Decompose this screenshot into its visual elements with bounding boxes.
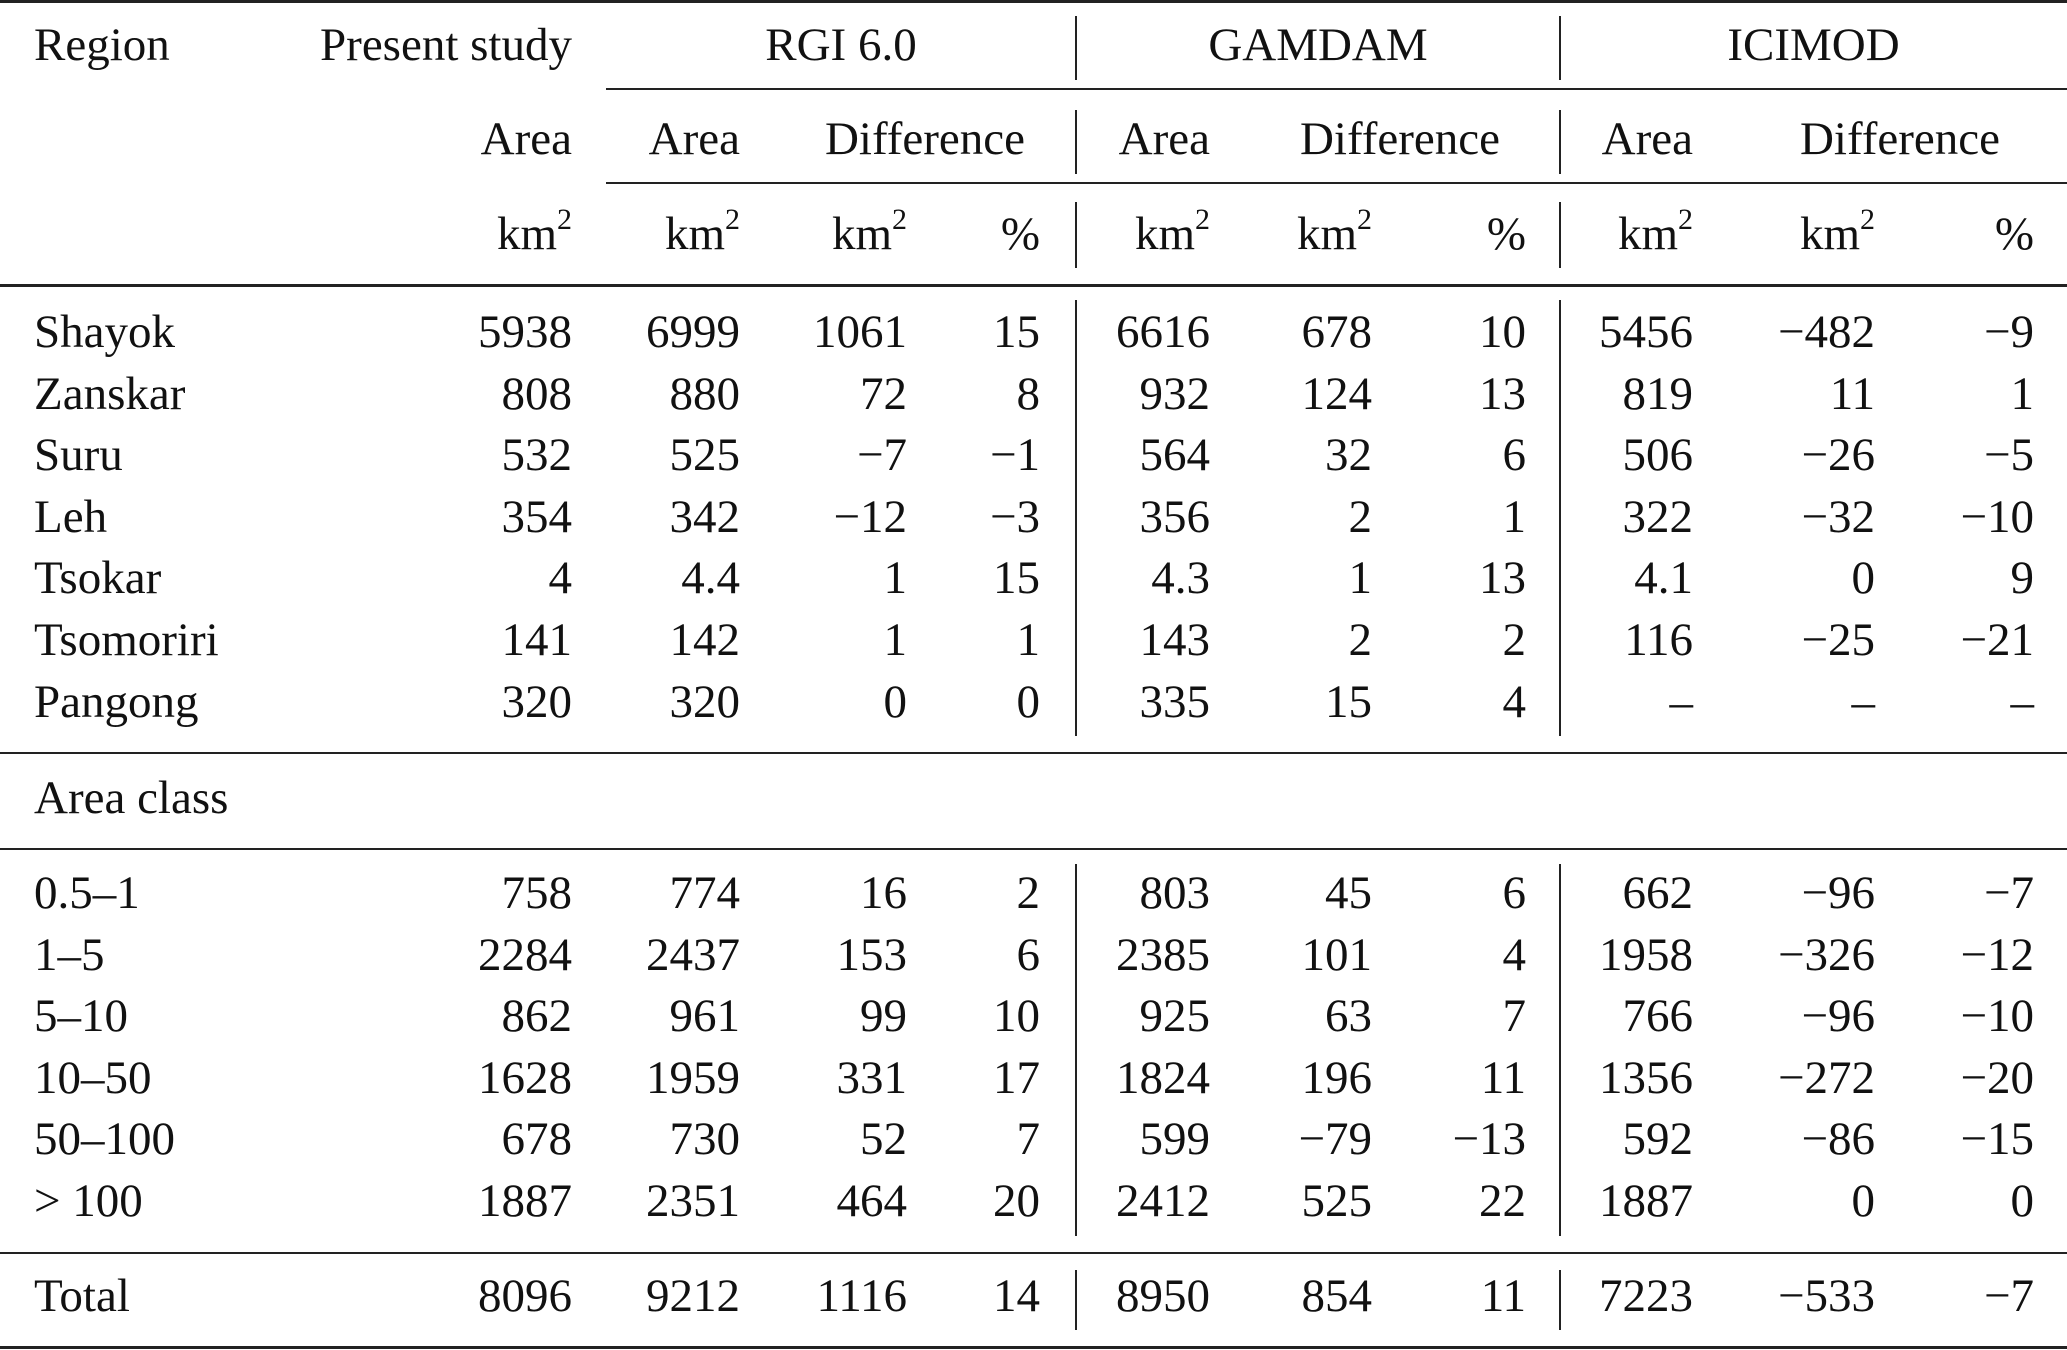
header-present-area: Area (480, 113, 572, 165)
cell-icimod-diff-percent: −9 (1983, 306, 2034, 358)
cell-icimod-area: 766 (1622, 990, 1693, 1042)
cell-icimod-diff-percent: −15 (1960, 1113, 2034, 1165)
cell-gamdam-area: 599 (1139, 1113, 1210, 1165)
cell-icimod-area: 322 (1622, 491, 1693, 543)
cell-gamdam-diff-percent: 1 (1502, 491, 1526, 543)
cell-icimod-area: 116 (1624, 614, 1693, 666)
cell-icimod-diff-percent: −7 (1983, 1270, 2034, 1322)
separator-icimod-mid (1559, 110, 1561, 174)
cell-icimod-diff-percent: 1 (2010, 368, 2034, 420)
cell-icimod-area: 592 (1622, 1113, 1693, 1165)
row-label: 10–50 (34, 1052, 152, 1104)
cell-rgi-area: 4.4 (681, 552, 740, 604)
separator-gamdam-mid (1075, 110, 1077, 174)
cell-present-area: 2284 (478, 929, 572, 981)
cell-gamdam-area: 932 (1139, 368, 1210, 420)
cell-icimod-diff-km2: −26 (1801, 429, 1875, 481)
cell-rgi-diff-percent: −1 (989, 429, 1040, 481)
row-label: Leh (34, 491, 108, 543)
cell-gamdam-diff-km2: 15 (1325, 676, 1372, 728)
difference-underline-rgi (606, 182, 1076, 184)
cell-rgi-area: 2351 (646, 1175, 740, 1227)
cell-icimod-area: 5456 (1599, 306, 1693, 358)
header-region: Region (34, 19, 170, 71)
cell-icimod-diff-km2: 11 (1829, 368, 1875, 420)
cell-present-area: 141 (501, 614, 572, 666)
cell-present-area: 354 (501, 491, 572, 543)
group-underline-rule (606, 88, 2067, 90)
cell-icimod-diff-km2: 0 (1851, 552, 1875, 604)
cell-present-area: 4 (548, 552, 572, 604)
cell-rgi-diff-percent: 8 (1016, 368, 1040, 420)
cell-rgi-diff-km2: 153 (836, 929, 907, 981)
cell-gamdam-diff-percent: 13 (1479, 552, 1526, 604)
cell-gamdam-diff-km2: 63 (1325, 990, 1372, 1042)
cell-rgi-diff-percent: 20 (993, 1175, 1040, 1227)
cell-gamdam-diff-km2: 678 (1301, 306, 1372, 358)
header-icimod-area: Area (1601, 113, 1693, 165)
cell-gamdam-area: 356 (1139, 491, 1210, 543)
cell-gamdam-diff-km2: 45 (1325, 867, 1372, 919)
cell-gamdam-diff-km2: 2 (1348, 491, 1372, 543)
cell-icimod-diff-km2: – (1851, 676, 1875, 728)
cell-rgi-diff-km2: −7 (856, 429, 907, 481)
top-rule (0, 0, 2067, 3)
cell-icimod-diff-km2: 0 (1851, 1175, 1875, 1227)
row-label: Suru (34, 429, 123, 481)
cell-icimod-diff-km2: −32 (1801, 491, 1875, 543)
difference-underline-gamdam (1076, 182, 1560, 184)
cell-rgi-diff-percent: 0 (1016, 676, 1040, 728)
cell-present-area: 808 (501, 368, 572, 420)
cell-icimod-area: 1958 (1599, 929, 1693, 981)
cell-rgi-area: 880 (669, 368, 740, 420)
cell-rgi-area: 525 (669, 429, 740, 481)
cell-present-area: 8096 (478, 1270, 572, 1322)
cell-gamdam-diff-percent: 4 (1502, 929, 1526, 981)
row-label: Total (34, 1270, 130, 1322)
cell-icimod-area: – (1669, 676, 1693, 728)
cell-rgi-area: 142 (669, 614, 740, 666)
unit-icimod-diff-percent: % (1994, 208, 2034, 260)
cell-rgi-area: 774 (669, 867, 740, 919)
total-top-rule (0, 1252, 2067, 1254)
cell-present-area: 1887 (478, 1175, 572, 1227)
cell-icimod-diff-percent: −21 (1960, 614, 2034, 666)
unit-gamdam-diff-percent: % (1486, 208, 1526, 260)
cell-gamdam-area: 335 (1139, 676, 1210, 728)
cell-icimod-diff-percent: −20 (1960, 1052, 2034, 1104)
cell-rgi-diff-km2: 16 (860, 867, 907, 919)
cell-rgi-diff-percent: 15 (993, 552, 1040, 604)
cell-rgi-diff-percent: 15 (993, 306, 1040, 358)
cell-icimod-area: 7223 (1599, 1270, 1693, 1322)
cell-rgi-diff-percent: −3 (989, 491, 1040, 543)
cell-rgi-diff-km2: −12 (833, 491, 907, 543)
cell-gamdam-diff-percent: 4 (1502, 676, 1526, 728)
cell-rgi-area: 961 (669, 990, 740, 1042)
header-group-gamdam: GAMDAM (1208, 19, 1428, 71)
cell-icimod-diff-km2: −25 (1801, 614, 1875, 666)
separator-icimod-units (1559, 202, 1561, 268)
cell-gamdam-area: 564 (1139, 429, 1210, 481)
area-class-heading: Area class (34, 772, 229, 824)
cell-rgi-area: 1959 (646, 1052, 740, 1104)
cell-icimod-area: 1887 (1599, 1175, 1693, 1227)
cell-icimod-diff-km2: −96 (1801, 867, 1875, 919)
difference-underline-icimod (1560, 182, 2067, 184)
unit-gamdam-area: $km^2$ (1134, 203, 1210, 260)
cell-rgi-diff-km2: 1061 (813, 306, 907, 358)
cell-icimod-diff-percent: −10 (1960, 990, 2034, 1042)
cell-gamdam-diff-km2: 2 (1348, 614, 1372, 666)
cell-present-area: 5938 (478, 306, 572, 358)
row-label: 5–10 (34, 990, 128, 1042)
cell-rgi-diff-km2: 52 (860, 1113, 907, 1165)
cell-icimod-area: 4.1 (1634, 552, 1693, 604)
cell-rgi-diff-percent: 2 (1016, 867, 1040, 919)
cell-icimod-diff-km2: −272 (1777, 1052, 1875, 1104)
cell-rgi-area: 9212 (646, 1270, 740, 1322)
row-label: Shayok (34, 306, 175, 358)
cell-gamdam-area: 2412 (1116, 1175, 1210, 1227)
cell-rgi-diff-km2: 1116 (816, 1270, 907, 1322)
cell-icimod-diff-km2: −96 (1801, 990, 1875, 1042)
cell-rgi-area: 342 (669, 491, 740, 543)
cell-rgi-diff-km2: 464 (836, 1175, 907, 1227)
cell-icimod-diff-km2: −482 (1777, 306, 1875, 358)
cell-rgi-area: 2437 (646, 929, 740, 981)
cell-icimod-area: 1356 (1599, 1052, 1693, 1104)
regions-bottom-rule (0, 752, 2067, 754)
cell-present-area: 320 (501, 676, 572, 728)
cell-gamdam-diff-km2: 854 (1301, 1270, 1372, 1322)
cell-present-area: 678 (501, 1113, 572, 1165)
row-label: 0.5–1 (34, 867, 140, 919)
cell-rgi-diff-km2: 331 (836, 1052, 907, 1104)
header-rgi-area: Area (648, 113, 740, 165)
cell-rgi-diff-percent: 6 (1016, 929, 1040, 981)
row-label: 50–100 (34, 1113, 175, 1165)
cell-gamdam-diff-km2: 124 (1301, 368, 1372, 420)
cell-rgi-diff-km2: 1 (883, 614, 907, 666)
cell-gamdam-area: 143 (1139, 614, 1210, 666)
cell-rgi-area: 730 (669, 1113, 740, 1165)
cell-gamdam-area: 6616 (1116, 306, 1210, 358)
cell-icimod-diff-percent: 0 (2010, 1175, 2034, 1227)
cell-gamdam-area: 925 (1139, 990, 1210, 1042)
unit-icimod-diff-km2: $km^2$ (1799, 203, 1875, 260)
header-bottom-rule (0, 284, 2067, 287)
cell-gamdam-area: 1824 (1116, 1052, 1210, 1104)
header-rgi-difference: Difference (824, 113, 1026, 165)
cell-gamdam-diff-percent: 2 (1502, 614, 1526, 666)
cell-present-area: 1628 (478, 1052, 572, 1104)
row-label: 1–5 (34, 929, 105, 981)
cell-rgi-diff-percent: 10 (993, 990, 1040, 1042)
header-present-study: Present study (320, 19, 572, 71)
cell-icimod-diff-percent: −12 (1960, 929, 2034, 981)
cell-rgi-diff-percent: 14 (993, 1270, 1040, 1322)
unit-gamdam-diff-km2: $km^2$ (1296, 203, 1372, 260)
row-label: Tsomoriri (34, 614, 219, 666)
unit-rgi-diff-km2: $km^2$ (831, 203, 907, 260)
row-label: > 100 (34, 1175, 143, 1227)
cell-gamdam-diff-percent: 10 (1479, 306, 1526, 358)
cell-icimod-diff-percent: 9 (2010, 552, 2034, 604)
cell-gamdam-diff-percent: 11 (1480, 1052, 1526, 1104)
header-group-rgi: RGI 6.0 (765, 19, 917, 71)
cell-present-area: 862 (501, 990, 572, 1042)
unit-rgi-area: $km^2$ (664, 203, 740, 260)
cell-icimod-diff-percent: −10 (1960, 491, 2034, 543)
cell-gamdam-area: 803 (1139, 867, 1210, 919)
cell-gamdam-diff-percent: 22 (1479, 1175, 1526, 1227)
cell-gamdam-area: 4.3 (1151, 552, 1210, 604)
header-icimod-difference: Difference (1799, 113, 2001, 165)
cell-rgi-diff-percent: 1 (1016, 614, 1040, 666)
row-label: Tsokar (34, 552, 162, 604)
unit-icimod-area: $km^2$ (1617, 203, 1693, 260)
header-gamdam-difference: Difference (1299, 113, 1501, 165)
unit-rgi-diff-percent: % (1000, 208, 1040, 260)
cell-gamdam-diff-percent: 11 (1480, 1270, 1526, 1322)
cell-icimod-diff-percent: – (2010, 676, 2034, 728)
header-group-icimod: ICIMOD (1727, 19, 1900, 71)
cell-icimod-diff-km2: −86 (1801, 1113, 1875, 1165)
unit-present-area: $km^2$ (496, 203, 572, 260)
cell-gamdam-diff-km2: 1 (1348, 552, 1372, 604)
cell-gamdam-diff-km2: 196 (1301, 1052, 1372, 1104)
cell-gamdam-diff-km2: 101 (1301, 929, 1372, 981)
cell-gamdam-diff-km2: −79 (1298, 1113, 1372, 1165)
cell-gamdam-diff-percent: 6 (1502, 867, 1526, 919)
cell-icimod-area: 662 (1622, 867, 1693, 919)
header-gamdam-area: Area (1118, 113, 1210, 165)
bottom-rule (0, 1346, 2067, 1349)
cell-gamdam-diff-percent: 7 (1502, 990, 1526, 1042)
area-class-rule (0, 848, 2067, 850)
cell-rgi-area: 6999 (646, 306, 740, 358)
row-label: Pangong (34, 676, 199, 728)
cell-present-area: 758 (501, 867, 572, 919)
row-label: Zanskar (34, 368, 186, 420)
cell-gamdam-diff-percent: 6 (1502, 429, 1526, 481)
cell-present-area: 532 (501, 429, 572, 481)
cell-gamdam-area: 8950 (1116, 1270, 1210, 1322)
cell-icimod-diff-km2: −533 (1777, 1270, 1875, 1322)
cell-gamdam-area: 2385 (1116, 929, 1210, 981)
cell-gamdam-diff-km2: 525 (1301, 1175, 1372, 1227)
cell-rgi-area: 320 (669, 676, 740, 728)
cell-icimod-diff-km2: −326 (1777, 929, 1875, 981)
cell-icimod-area: 506 (1622, 429, 1693, 481)
cell-rgi-diff-percent: 7 (1016, 1113, 1040, 1165)
separator-gamdam-units (1075, 202, 1077, 268)
cell-icimod-diff-percent: −5 (1983, 429, 2034, 481)
cell-rgi-diff-km2: 99 (860, 990, 907, 1042)
cell-rgi-diff-km2: 0 (883, 676, 907, 728)
cell-gamdam-diff-km2: 32 (1325, 429, 1372, 481)
cell-rgi-diff-km2: 72 (860, 368, 907, 420)
cell-icimod-area: 819 (1622, 368, 1693, 420)
cell-rgi-diff-km2: 1 (883, 552, 907, 604)
cell-gamdam-diff-percent: −13 (1452, 1113, 1526, 1165)
cell-icimod-diff-percent: −7 (1983, 867, 2034, 919)
cell-gamdam-diff-percent: 13 (1479, 368, 1526, 420)
cell-rgi-diff-percent: 17 (993, 1052, 1040, 1104)
